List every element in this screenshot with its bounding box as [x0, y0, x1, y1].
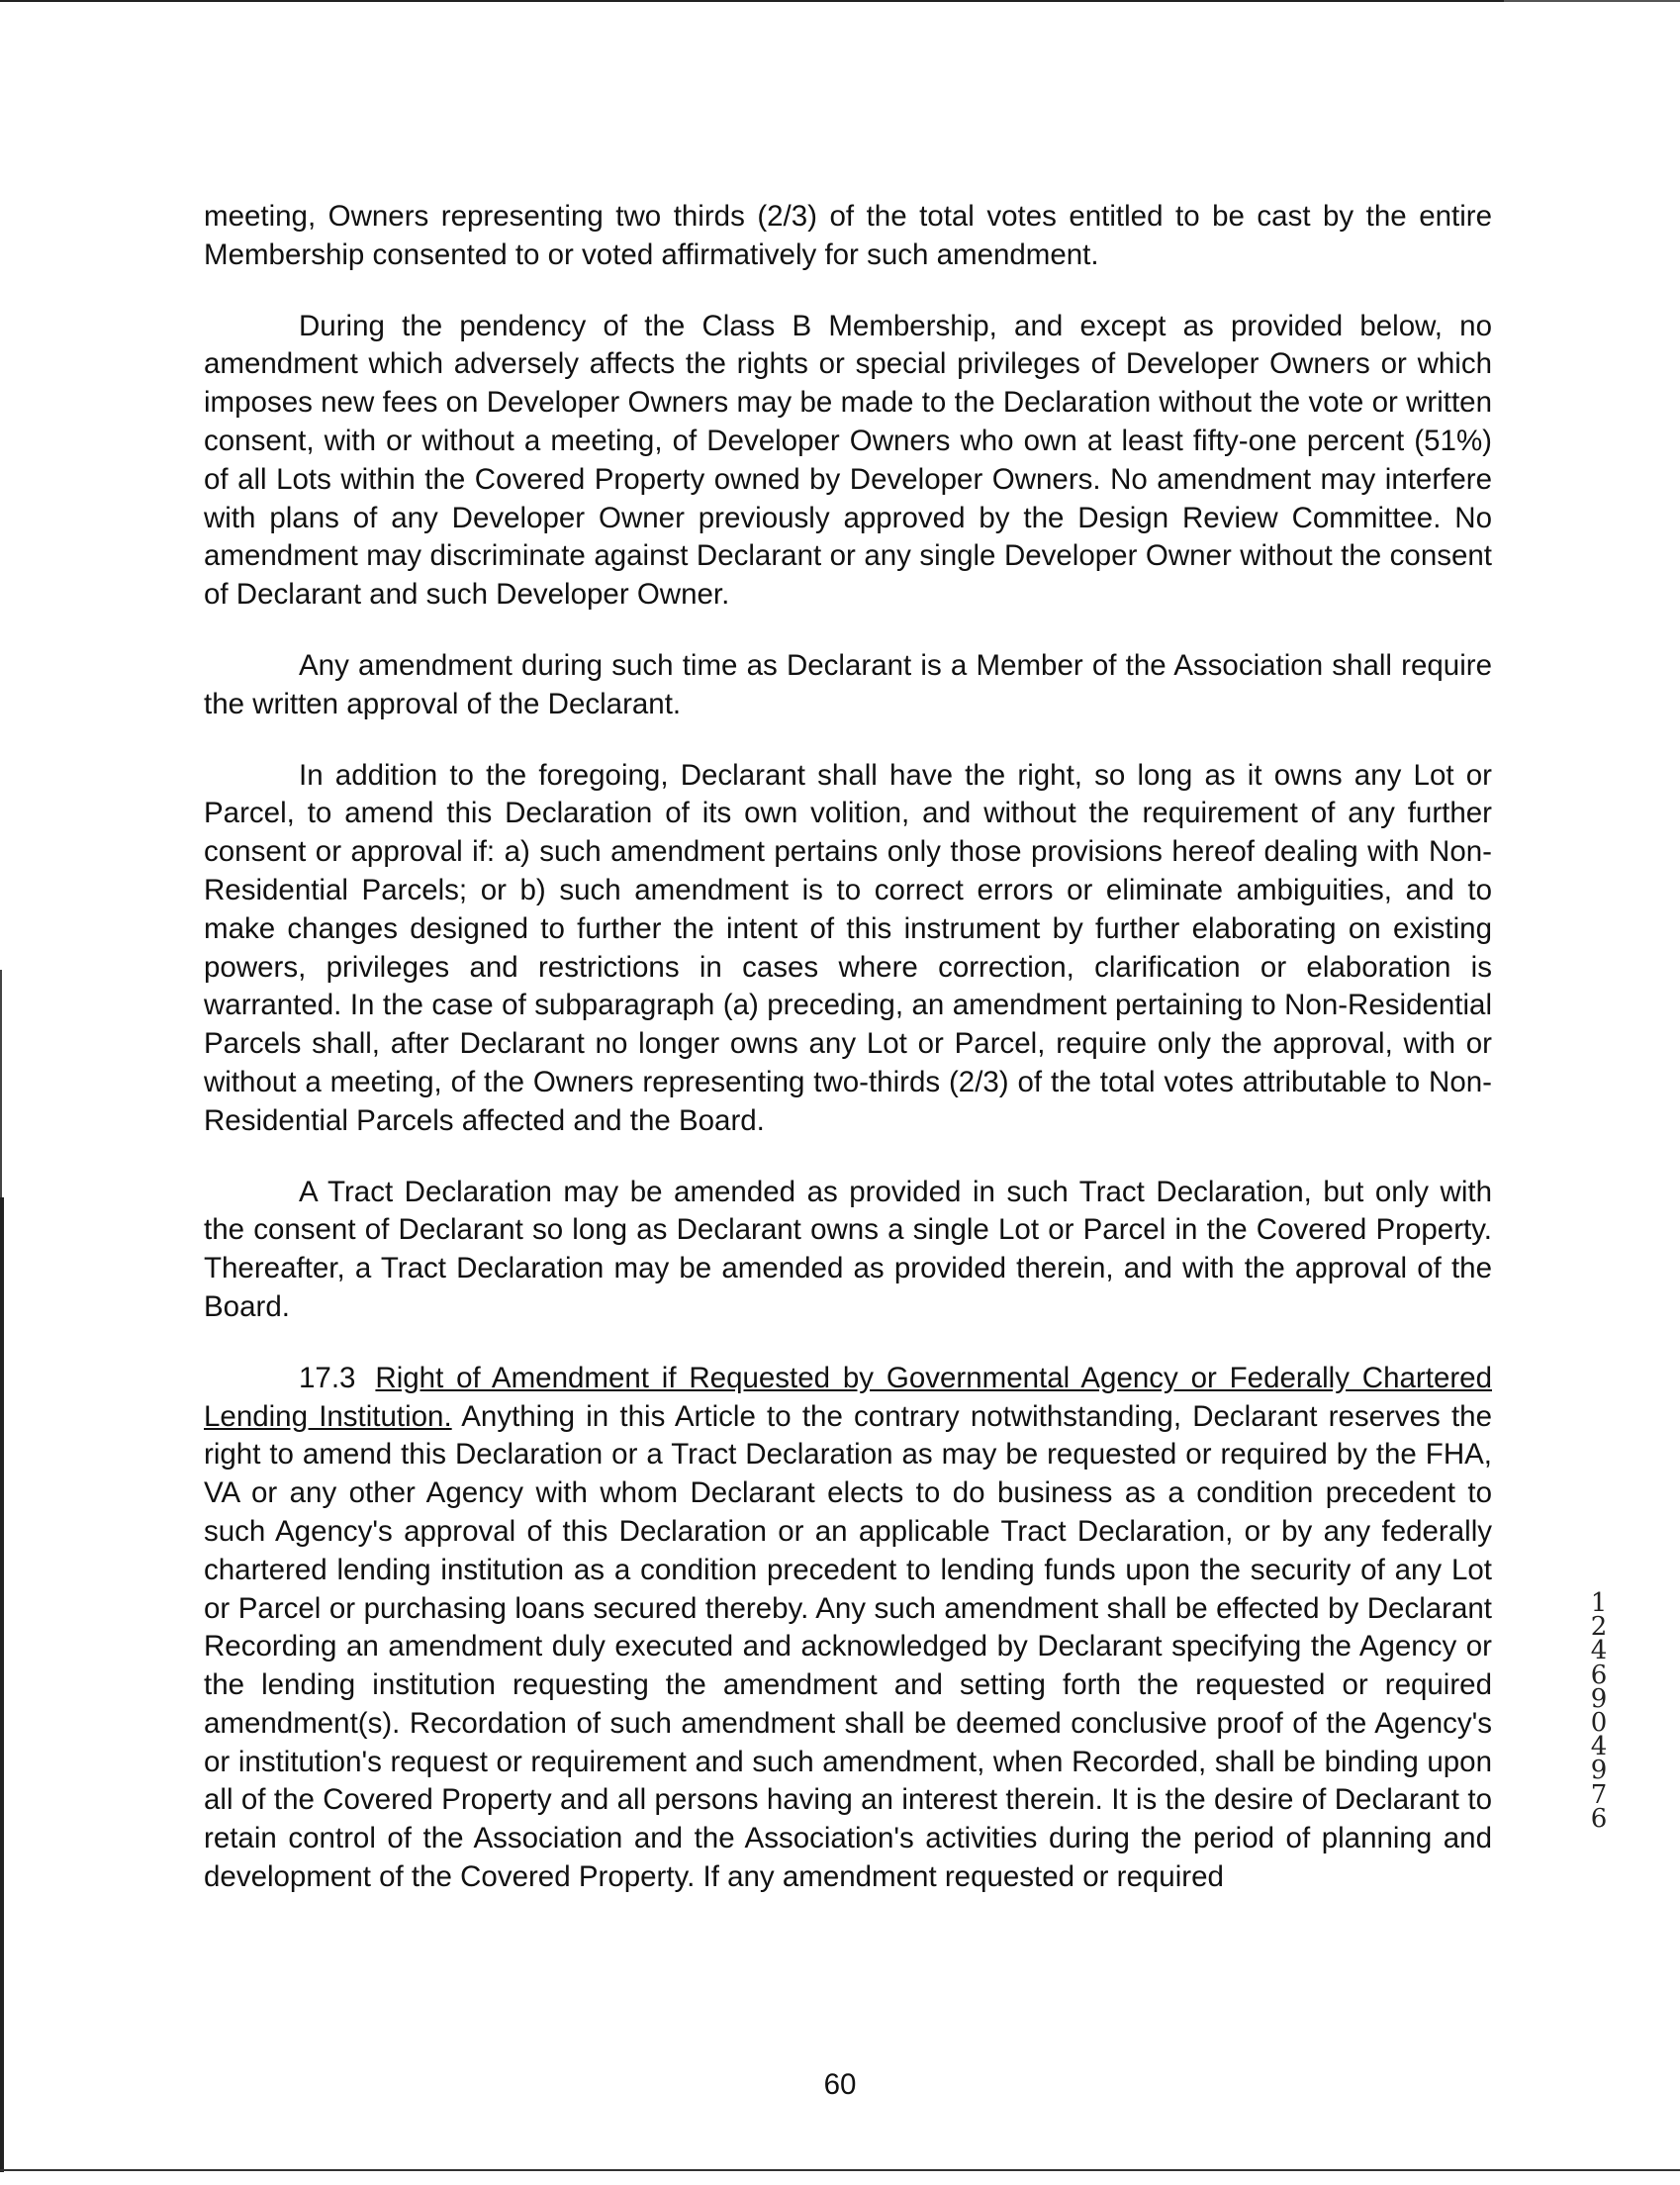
section-number: 17.3 [299, 1361, 356, 1394]
paragraph-declarant-approval: Any amendment during such time as Declarant is a Member of the Association shall require the written approval of the Declarant. [204, 648, 1492, 720]
paragraph-class-b-membership: During the pendency of the Class B Membership, and except as provided below, no amendment which adversely affects the rights or special privileges of Developer Owners or which imposes new fees on Developer Owners may be made to the Declaration without the vote or written consent, with or without a meeting, of Developer Owners who own at least fifty-one percent (51%) of all Lots within the Covered Property owned by Developer Owners. No amendment may interfere with plans of any Developer Owner previously approved by the Design Review Committee. No amendment may discriminate against Declarant or any single Developer Owner without the consent of Declarant and such Developer Owner. [204, 309, 1492, 612]
paragraph-tract-declaration: A Tract Declaration may be amended as provided in such Tract Declaration, but only with the consent of Declarant so long as Declarant owns a single Lot or Parcel in the Covered Property. Thereafter, a Tract Declaration may be amended as provided therein, and with the approval of the Board. [204, 1175, 1492, 1323]
scan-edge-bottom [0, 2169, 1680, 2171]
paragraph-declarant-amendment-right: In addition to the foregoing, Declarant shall have the right, so long as it owns any Lot or Parcel, to amend this Declaration of its own volition, and without the requirement of any further consent or approval if: a) such amendment pertains only those provisions hereof dealing with Non-Residential Parcels; or b) such amendment is to correct errors or eliminate ambiguities, and to make changes designed to further the intent of this instrument by further elaborating on existing powers, privileges and restrictions in cases where correction, clarification or elaboration is warranted. In the case of subparagraph (a) preceding, an amendment pertaining to Non-Residential Parcels shall, after Declarant no longer owns any Lot or Parcel, require only the approval, with or without a meeting, of the Owners representing two-thirds (2/3) of the total votes attributable to Non-Residential Parcels affected and the Board. [204, 758, 1492, 1137]
scan-edge-top-segment [1504, 0, 1680, 2]
section-body: Anything in this Article to the contrary notwithstanding, Declarant reserves the right to amend this Declaration or a Tract Declaration as may be requested or required by the FHA, VA or any other Agency with whom Declarant elects to do business as a condition precedent to such Agency's approval of this Declaration or an applicable Tract Declaration, or by any federally chartered lending institution as a condition precedent to lending funds upon the security of any Lot or Parcel or purchasing loans secured thereby. Any such amendment shall be effected by Declarant Recording an amendment duly executed and acknowledged by Declarant specifying the Agency or the lending institution requesting the amendment and setting forth the requested or required amendment(s). Recordation of such amendment shall be deemed conclusive proof of the Agency's or institution's request or requirement and such amendment, when Recorded, shall be binding upon all of the Covered Property and all persons having an interest therein. It is the desire of Declarant to retain control of the Association and the Association's activities during the period of planning and development of the Covered Property. If any amendment requested or required [204, 1399, 1492, 1894]
page-number: 60 [823, 2068, 857, 2101]
section-title: Right of Amendment if Requested by Governmental Agency or Federally Chartered Lending Institution. [204, 1361, 1492, 1433]
scan-edge-left-lower [0, 1197, 4, 2172]
scan-edge-top [0, 0, 1680, 2]
paragraph-continuation: meeting, Owners representing two thirds (2/3) of the total votes entitled to be cast by the entire Membership consented to or voted affirmatively for such amendment. [204, 200, 1492, 271]
document-page [204, 198, 1492, 1930]
section-17-3 [204, 1360, 1492, 1897]
recording-number: 1246904976 [1590, 1588, 1608, 1834]
